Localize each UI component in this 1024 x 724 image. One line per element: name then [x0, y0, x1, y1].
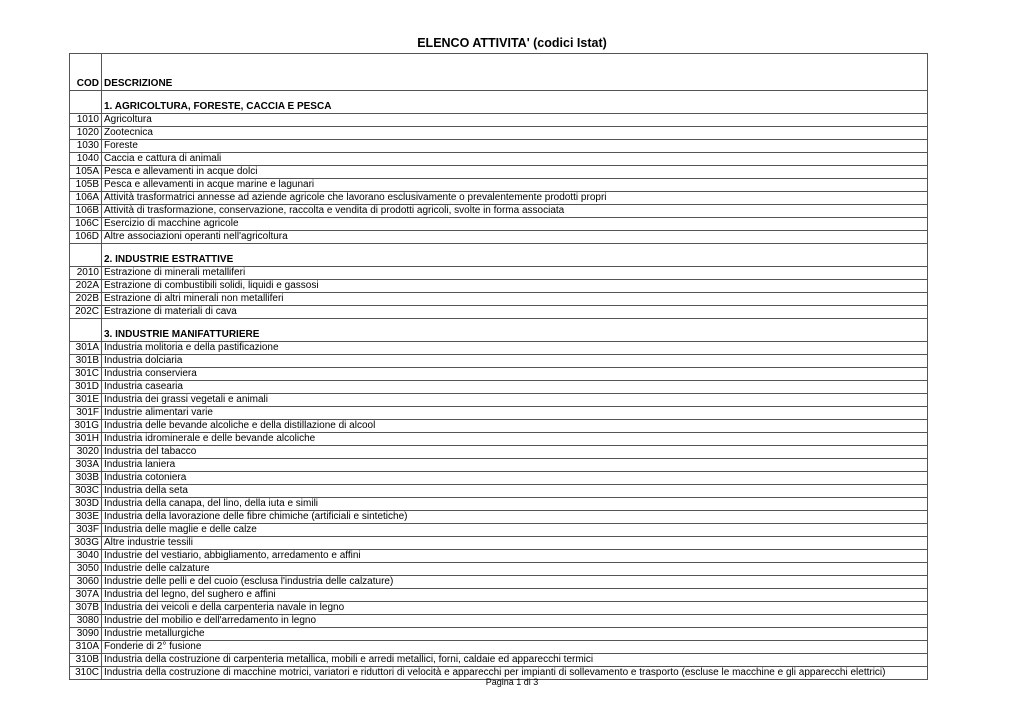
- activity-description: Estrazione di combustibili solidi, liquidi e gassosi: [102, 280, 928, 293]
- activity-code: 301E: [70, 394, 102, 407]
- section-header-row: [70, 319, 928, 342]
- table-row: [70, 472, 928, 485]
- table-row: [70, 140, 928, 153]
- table-row: [70, 537, 928, 550]
- activity-code: 202B: [70, 293, 102, 306]
- activity-description: Industria laniera: [102, 459, 928, 472]
- activity-code: 303F: [70, 524, 102, 537]
- activity-table: [69, 53, 928, 680]
- table-row: [70, 576, 928, 589]
- table-row: [70, 293, 928, 306]
- table-row: [70, 654, 928, 667]
- activity-description: Pesca e allevamenti in acque dolci: [102, 166, 928, 179]
- activity-description: Industrie delle calzature: [102, 563, 928, 576]
- activity-code: 106D: [70, 231, 102, 244]
- activity-code: 307A: [70, 589, 102, 602]
- header-cod: COD: [70, 54, 102, 91]
- activity-description: Foreste: [102, 140, 928, 153]
- activity-description: Industria delle bevande alcoliche e della distillazione di alcool: [102, 420, 928, 433]
- activity-description: Caccia e cattura di animali: [102, 153, 928, 166]
- activity-description: Industria dei veicoli e della carpenteria navale in legno: [102, 602, 928, 615]
- table-row: [70, 550, 928, 563]
- table-row: [70, 485, 928, 498]
- section-title: 1. AGRICOLTURA, FORESTE, CACCIA E PESCA: [102, 91, 928, 114]
- activity-code: 303C: [70, 485, 102, 498]
- activity-code: 303D: [70, 498, 102, 511]
- activity-description: Industria conserviera: [102, 368, 928, 381]
- activity-description: Industria dolciaria: [102, 355, 928, 368]
- table-row: [70, 498, 928, 511]
- activity-code: 3050: [70, 563, 102, 576]
- activity-code: 3090: [70, 628, 102, 641]
- table-row: [70, 127, 928, 140]
- activity-code: 105B: [70, 179, 102, 192]
- activity-code: 303G: [70, 537, 102, 550]
- table-row: [70, 368, 928, 381]
- activity-code: 301G: [70, 420, 102, 433]
- table-row: [70, 628, 928, 641]
- activity-code: 3060: [70, 576, 102, 589]
- table-row: [70, 459, 928, 472]
- table-row: [70, 306, 928, 319]
- activity-description: Industrie del vestiario, abbigliamento, arredamento e affini: [102, 550, 928, 563]
- table-header-row: [70, 54, 928, 91]
- activity-description: Industria della seta: [102, 485, 928, 498]
- activity-code: 106C: [70, 218, 102, 231]
- activity-code: 301C: [70, 368, 102, 381]
- table-row: [70, 179, 928, 192]
- activity-code: 105A: [70, 166, 102, 179]
- table-row: [70, 602, 928, 615]
- table-row: [70, 205, 928, 218]
- table-row: [70, 381, 928, 394]
- table-row: [70, 218, 928, 231]
- activity-code: 303E: [70, 511, 102, 524]
- activity-description: Industrie delle pelli e del cuoio (esclusa l'industria delle calzature): [102, 576, 928, 589]
- activity-description: Industria dei grassi vegetali e animali: [102, 394, 928, 407]
- activity-description: Agricoltura: [102, 114, 928, 127]
- page-footer: Pagina 1 di 3: [485, 677, 539, 687]
- table-row: [70, 524, 928, 537]
- table-row: [70, 433, 928, 446]
- table-row: [70, 192, 928, 205]
- table-row: [70, 641, 928, 654]
- table-row: [70, 166, 928, 179]
- activity-code: 310C: [70, 667, 102, 680]
- section-title: 3. INDUSTRIE MANIFATTURIERE: [102, 319, 928, 342]
- section-cod-cell: [70, 91, 102, 114]
- activity-description: Industria casearia: [102, 381, 928, 394]
- activity-code: 310A: [70, 641, 102, 654]
- section-title: 2. INDUSTRIE ESTRATTIVE: [102, 244, 928, 267]
- activity-description: Zootecnica: [102, 127, 928, 140]
- table-row: [70, 615, 928, 628]
- activity-description: Attività trasformatrici annesse ad aziende agricole che lavorano esclusivamente o prevalentemente prodotti propri: [102, 192, 928, 205]
- activity-description: Estrazione di altri minerali non metalliferi: [102, 293, 928, 306]
- section-header-row: [70, 91, 928, 114]
- activity-description: Industria della costruzione di macchine motrici, variatori e riduttori di velocità e apparecchi per impianti di sollevamento e trasporto (escluse le macchine e gli apparecchi elettrici): [102, 667, 928, 680]
- table-row: [70, 446, 928, 459]
- activity-description: Estrazione di minerali metalliferi: [102, 267, 928, 280]
- table-row: [70, 342, 928, 355]
- activity-code: 106A: [70, 192, 102, 205]
- activity-code: 303B: [70, 472, 102, 485]
- table-row: [70, 114, 928, 127]
- activity-description: Industria della lavorazione delle fibre chimiche (artificiali e sintetiche): [102, 511, 928, 524]
- activity-code: 303A: [70, 459, 102, 472]
- activity-description: Attività di trasformazione, conservazione, raccolta e vendita di prodotti agricoli, svolte in forma associata: [102, 205, 928, 218]
- table-row: [70, 355, 928, 368]
- table-row: [70, 407, 928, 420]
- table-row: [70, 589, 928, 602]
- activity-code: 3080: [70, 615, 102, 628]
- activity-code: 1040: [70, 153, 102, 166]
- activity-description: Pesca e allevamenti in acque marine e lagunari: [102, 179, 928, 192]
- table-row: [70, 231, 928, 244]
- activity-description: Altre industrie tessili: [102, 537, 928, 550]
- activity-code: 310B: [70, 654, 102, 667]
- activity-code: 3040: [70, 550, 102, 563]
- table-row: [70, 267, 928, 280]
- activity-description: Altre associazioni operanti nell'agricoltura: [102, 231, 928, 244]
- activity-description: Estrazione di materiali di cava: [102, 306, 928, 319]
- activity-code: 301H: [70, 433, 102, 446]
- activity-code: 1020: [70, 127, 102, 140]
- activity-description: Industria delle maglie e delle calze: [102, 524, 928, 537]
- table-row: [70, 420, 928, 433]
- activity-description: Industrie alimentari varie: [102, 407, 928, 420]
- activity-description: Industrie metallurgiche: [102, 628, 928, 641]
- activity-description: Industria cotoniera: [102, 472, 928, 485]
- table-row: [70, 153, 928, 166]
- activity-code: 301A: [70, 342, 102, 355]
- header-description: DESCRIZIONE: [102, 54, 928, 91]
- activity-code: 307B: [70, 602, 102, 615]
- activity-description: Industria del tabacco: [102, 446, 928, 459]
- activity-description: Industria idrominerale e delle bevande alcoliche: [102, 433, 928, 446]
- document-title: ELENCO ATTIVITA' (codici Istat): [417, 36, 607, 50]
- activity-code: 1030: [70, 140, 102, 153]
- activity-code: 202C: [70, 306, 102, 319]
- activity-description: Esercizio di macchine agricole: [102, 218, 928, 231]
- activity-code: 301B: [70, 355, 102, 368]
- activity-code: 3020: [70, 446, 102, 459]
- table-row: [70, 394, 928, 407]
- activity-table-body: [70, 54, 928, 680]
- activity-code: 301D: [70, 381, 102, 394]
- activity-description: Industria del legno, del sughero e affini: [102, 589, 928, 602]
- table-row: [70, 280, 928, 293]
- activity-code: 202A: [70, 280, 102, 293]
- section-cod-cell: [70, 319, 102, 342]
- activity-description: Industria della costruzione di carpenteria metallica, mobili e arredi metallici, forni, caldaie ed apparecchi termici: [102, 654, 928, 667]
- activity-description: Fonderie di 2° fusione: [102, 641, 928, 654]
- activity-code: 301F: [70, 407, 102, 420]
- activity-code: 2010: [70, 267, 102, 280]
- table-row: [70, 563, 928, 576]
- activity-description: Industria molitoria e della pastificazione: [102, 342, 928, 355]
- activity-code: 106B: [70, 205, 102, 218]
- section-cod-cell: [70, 244, 102, 267]
- activity-code: 1010: [70, 114, 102, 127]
- section-header-row: [70, 244, 928, 267]
- activity-description: Industria della canapa, del lino, della iuta e simili: [102, 498, 928, 511]
- activity-description: Industrie del mobilio e dell'arredamento in legno: [102, 615, 928, 628]
- table-row: [70, 511, 928, 524]
